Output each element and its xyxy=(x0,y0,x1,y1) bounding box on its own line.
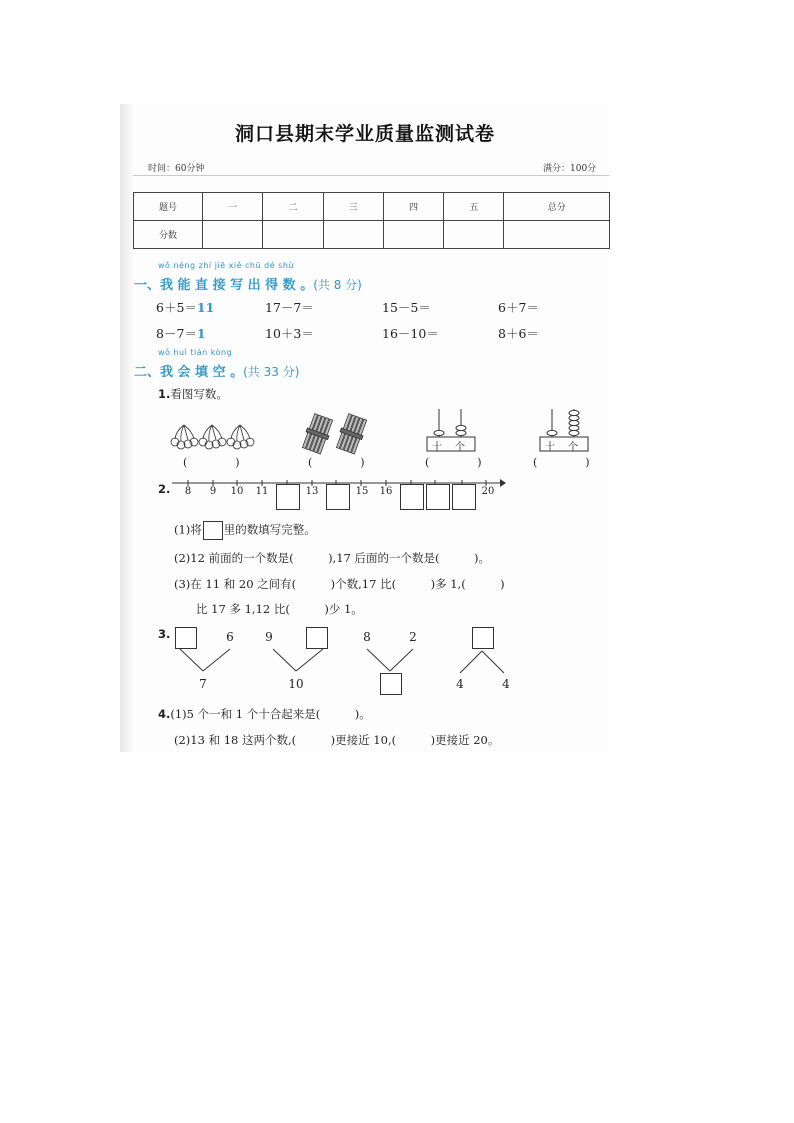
equation: 8－7＝1 xyxy=(156,326,206,341)
number-bond-bottom: 7 xyxy=(199,677,207,691)
number-bond-blank-box[interactable] xyxy=(175,627,197,649)
number-bond-left: 4 xyxy=(456,677,464,691)
number-bond-right: 6 xyxy=(226,630,234,644)
section2-heading xyxy=(134,361,299,380)
score-table xyxy=(133,192,610,249)
question-3-number: 3. xyxy=(158,627,171,641)
section1-title: 一、我 能 直 接 写 出 得 数 。 xyxy=(134,278,314,293)
equation: 10＋3＝ xyxy=(265,326,314,341)
number-bond-blank-box[interactable] xyxy=(306,627,328,649)
question-4-1: 4.(1)5 个一和 1 个十合起来是( )。 xyxy=(158,707,371,721)
number-line-label: 13 xyxy=(305,486,319,497)
section1-points: (共 8 分) xyxy=(313,278,362,292)
section2-pinyin: wǒ huì tián kòng xyxy=(158,348,233,357)
answer-paren-2[interactable]: ( ) xyxy=(308,456,365,469)
question-2-3-line2: 比 17 多 1,12 比( )少 1。 xyxy=(196,602,363,616)
number-bond-right: 2 xyxy=(409,630,417,644)
full-score: 满分：100分 xyxy=(543,164,597,174)
question-2-3-line1: (3)在 11 和 20 之间有( )个数,17 比( )多 1,( ) xyxy=(174,577,505,591)
equation: 8＋6＝ xyxy=(498,326,539,341)
score-col-label: 题号 xyxy=(134,193,203,221)
number-line-label: 10 xyxy=(230,486,244,497)
answer-paren-1[interactable]: ( ) xyxy=(183,456,240,469)
number-bond-left: 8 xyxy=(363,630,371,644)
number-bond-right: 4 xyxy=(502,677,510,691)
score-table-header-row xyxy=(134,193,610,221)
time-limit: 时间：60分钟 xyxy=(148,164,205,174)
score-cell[interactable] xyxy=(383,221,443,249)
equation: 16－10＝ xyxy=(382,326,439,341)
equation: 6＋5＝11 xyxy=(156,300,215,315)
equation: 15－5＝ xyxy=(382,300,431,315)
number-line-blank-box[interactable] xyxy=(400,484,424,510)
score-cell[interactable] xyxy=(444,221,504,249)
number-line-label: 16 xyxy=(379,486,393,497)
exam-title: 洞口县期末学业质量监测试卷 xyxy=(234,123,495,145)
question-2-1: (1)将 里的数填写完整。 xyxy=(174,521,316,540)
number-line-label: 11 xyxy=(255,486,269,497)
score-col-3: 三 xyxy=(323,193,383,221)
cherries-picture xyxy=(170,423,256,453)
number-bond-bottom: 10 xyxy=(288,677,304,691)
equation-answer[interactable]: 11 xyxy=(196,300,215,315)
score-col-2: 二 xyxy=(263,193,323,221)
score-cell[interactable] xyxy=(323,221,383,249)
inline-blank-box-icon xyxy=(203,521,223,540)
abacus-ones-label: 个 xyxy=(568,442,578,453)
score-cell[interactable] xyxy=(263,221,323,249)
number-line-label: 9 xyxy=(209,486,217,497)
number-line-label: 8 xyxy=(184,486,192,497)
number-line-label: 15 xyxy=(355,486,369,497)
number-bond-blank-box[interactable] xyxy=(472,627,494,649)
abacus-tens-label: 十 xyxy=(545,442,555,453)
answer-paren-3[interactable]: ( ) xyxy=(425,456,482,469)
section2-points: (共 33 分) xyxy=(243,365,300,379)
score-row-label: 分数 xyxy=(134,221,203,249)
equation: 17－7＝ xyxy=(265,300,314,315)
number-line-blank-box[interactable] xyxy=(426,484,450,510)
score-col-4: 四 xyxy=(383,193,443,221)
score-table-score-row xyxy=(134,221,610,249)
question-2-2: (2)12 前面的一个数是( ),17 后面的一个数是( )。 xyxy=(174,551,490,565)
number-bond-blank-box[interactable] xyxy=(380,673,402,695)
question-2-number: 2. xyxy=(158,482,171,496)
section1-pinyin: wǒ néng zhí jiē xiě chū dé shù xyxy=(158,261,294,270)
number-line-blank-box[interactable] xyxy=(276,484,300,510)
abacus-tens-label: 十 xyxy=(432,442,442,453)
number-line-label: 20 xyxy=(481,486,495,497)
number-line-blank-box[interactable] xyxy=(326,484,350,510)
answer-paren-4[interactable]: ( ) xyxy=(533,456,590,469)
equation-answer[interactable]: 1 xyxy=(196,326,206,341)
number-bond-left: 9 xyxy=(265,630,273,644)
question-4-2: (2)13 和 18 这两个数,( )更接近 10,( )更接近 20。 xyxy=(174,733,500,747)
sheet-shadow xyxy=(120,104,134,752)
score-cell[interactable] xyxy=(504,221,610,249)
stick-bundles-picture xyxy=(300,412,376,456)
score-cell[interactable] xyxy=(203,221,263,249)
section2-title: 二、我 会 填 空 。 xyxy=(134,365,244,380)
question-1: 1.看图写数。 xyxy=(158,387,228,401)
score-col-total: 总分 xyxy=(504,193,610,221)
score-col-5: 五 xyxy=(444,193,504,221)
header-divider xyxy=(133,175,609,176)
equation: 6＋7＝ xyxy=(498,300,539,315)
section1-heading xyxy=(134,274,362,293)
number-line-blank-box[interactable] xyxy=(452,484,476,510)
score-col-1: 一 xyxy=(203,193,263,221)
abacus-ones-label: 个 xyxy=(455,442,465,453)
